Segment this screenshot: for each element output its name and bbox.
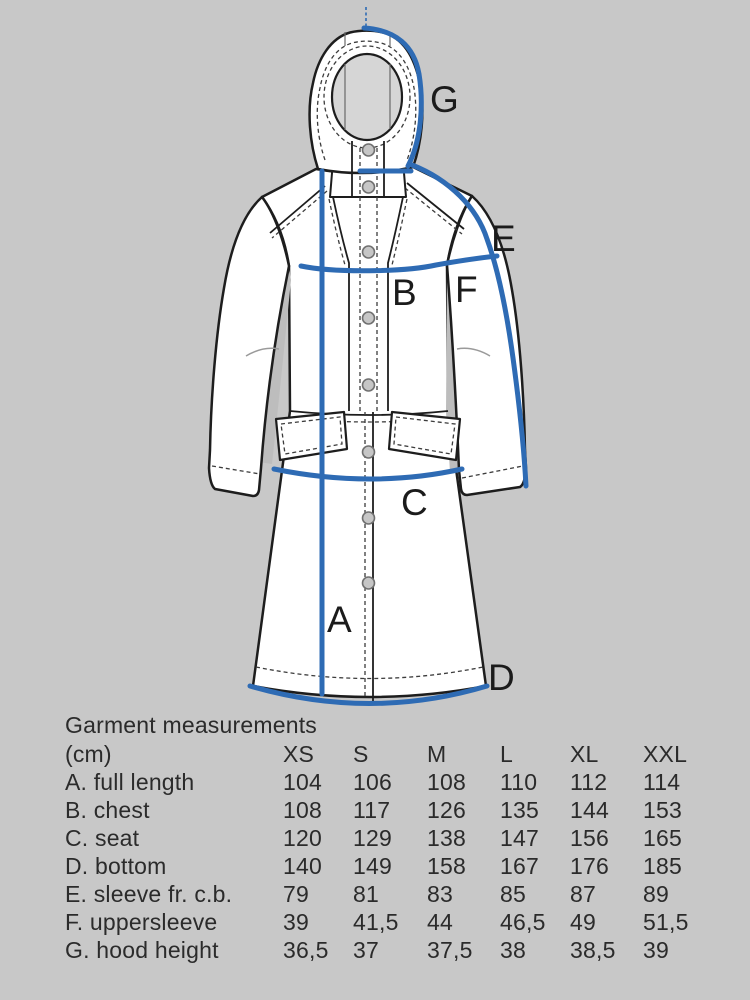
measurement-value: 185 <box>643 853 682 879</box>
measurement-value: 149 <box>353 853 392 879</box>
size-header-xs: XS <box>283 741 315 767</box>
snap-button <box>363 577 375 589</box>
measurement-value: 85 <box>500 881 526 907</box>
measure-label-d: D <box>488 657 515 698</box>
measurement-value: 46,5 <box>500 909 546 935</box>
unit-label: (cm) <box>65 741 112 767</box>
measurement-value: 37 <box>353 937 379 963</box>
measurement-value: 39 <box>643 937 669 963</box>
measure-label-b: B <box>392 272 417 313</box>
measurement-value: 106 <box>353 769 392 795</box>
measurement-grid <box>65 740 725 964</box>
size-header-xxl: XXL <box>643 741 688 767</box>
measurement-value: 117 <box>353 797 391 823</box>
measurement-value: 104 <box>283 769 322 795</box>
row-label: A. full length <box>65 769 195 795</box>
measurement-value: 79 <box>283 881 309 907</box>
row-label: D. bottom <box>65 853 167 879</box>
measurement-value: 38,5 <box>570 937 616 963</box>
snap-button <box>363 246 375 258</box>
measurement-value: 167 <box>500 853 539 879</box>
snap-button <box>363 181 375 193</box>
measurement-value: 83 <box>427 881 453 907</box>
measurement-table <box>65 711 725 964</box>
measure-label-a: A <box>327 599 352 640</box>
row-label: F. uppersleeve <box>65 909 218 935</box>
measurement-value: 147 <box>500 825 539 851</box>
measurement-value: 112 <box>570 769 608 795</box>
measurement-value: 138 <box>427 825 466 851</box>
row-label: B. chest <box>65 797 150 823</box>
measurement-value: 36,5 <box>283 937 329 963</box>
measurement-value: 44 <box>427 909 453 935</box>
measurement-value: 51,5 <box>643 909 689 935</box>
size-header-xl: XL <box>570 741 599 767</box>
measurement-value: 37,5 <box>427 937 473 963</box>
measurement-value: 38 <box>500 937 526 963</box>
measurement-value: 108 <box>283 797 322 823</box>
snap-button <box>363 446 375 458</box>
table-title: Garment measurements <box>65 712 317 738</box>
snap-button <box>363 144 375 156</box>
hood-face-opening <box>332 54 402 140</box>
measure-label-f: F <box>455 269 478 310</box>
measurement-value: 87 <box>570 881 596 907</box>
measurement-value: 89 <box>643 881 669 907</box>
measurement-value: 158 <box>427 853 466 879</box>
snap-button <box>363 312 375 324</box>
measure-label-e: E <box>491 218 516 259</box>
measurement-value: 114 <box>643 769 681 795</box>
measurement-value: 165 <box>643 825 682 851</box>
measurement-value: 176 <box>570 853 609 879</box>
measurement-value: 129 <box>353 825 392 851</box>
measurement-value: 156 <box>570 825 609 851</box>
row-label: G. hood height <box>65 937 219 963</box>
measure-label-g: G <box>430 79 459 120</box>
row-label: E. sleeve fr. c.b. <box>65 881 233 907</box>
measurement-value: 41,5 <box>353 909 399 935</box>
measurement-value: 140 <box>283 853 322 879</box>
measurement-value: 110 <box>500 769 538 795</box>
measurement-value: 144 <box>570 797 609 823</box>
measure-label-c: C <box>401 482 428 523</box>
snap-button <box>363 512 375 524</box>
snap-button <box>363 379 375 391</box>
measurement-value: 135 <box>500 797 539 823</box>
size-header-l: L <box>500 741 513 767</box>
measurement-value: 120 <box>283 825 322 851</box>
size-header-m: M <box>427 741 447 767</box>
measurement-value: 81 <box>353 881 379 907</box>
measurement-value: 39 <box>283 909 309 935</box>
measurement-value: 126 <box>427 797 466 823</box>
measurement-value: 153 <box>643 797 682 823</box>
size-header-s: S <box>353 741 369 767</box>
measurement-value: 49 <box>570 909 596 935</box>
row-label: C. seat <box>65 825 140 851</box>
measurement-value: 108 <box>427 769 466 795</box>
